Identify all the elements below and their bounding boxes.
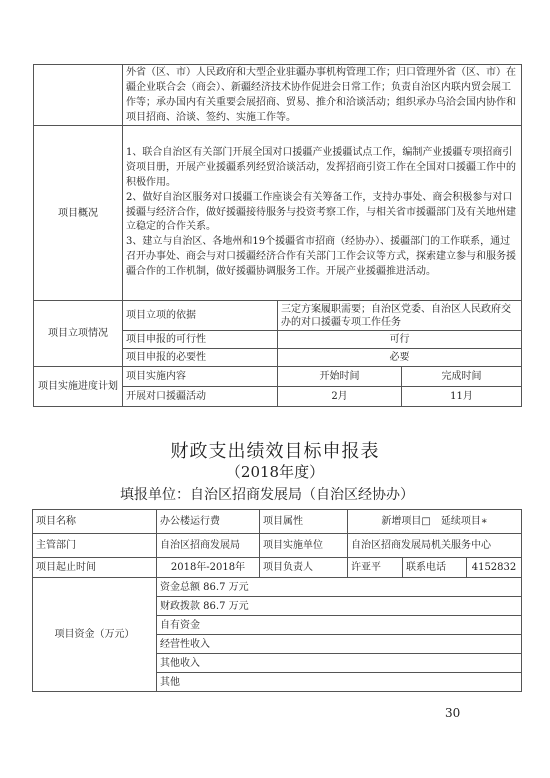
end-cell: 11月 — [402, 387, 522, 407]
fund-row: 自有资金 — [157, 616, 522, 635]
org-duties-text: 外省（区、市）人民政府和大型企业驻疆办事机构管理工作；归口管理外省（区、市）在疆企业联合会（商会）、新疆经济技术协作促进会日常工作；负责自治区内联内贸会展工作等；承办国内有关重要会展招商、贸易、推介和洽谈活动；组织承办乌洽会国内协作和项目招商、洽谈、签约、实施工作等。 — [123, 65, 522, 126]
basis-label: 项目立项的依据 — [123, 301, 278, 331]
phone-value: 4152832 — [467, 558, 522, 578]
fund-row: 财政拨款 86.7 万元 — [157, 597, 522, 616]
impl-label: 项目实施单位 — [260, 534, 348, 558]
overview-label: 项目概况 — [34, 126, 123, 301]
fund-row: 经营性收入 — [157, 635, 522, 654]
phone-label: 联系电话 — [403, 558, 467, 578]
owner-value: 许亚平 — [348, 558, 403, 578]
fund-row: 资金总额 86.7 万元 — [157, 578, 522, 597]
approval-label: 项目立项情况 — [34, 301, 123, 367]
form-title: 财政支出绩效目标申报表 — [170, 441, 380, 462]
project-info-table — [33, 64, 522, 407]
progress-label: 项目实施进度计划 — [34, 367, 123, 407]
feasibility-value: 可行 — [278, 331, 522, 349]
fund-row: 其他 — [157, 673, 522, 692]
fund-label: 项目资金（万元） — [33, 578, 157, 692]
period-value: 2018年-2018年 — [157, 558, 260, 578]
reporting-unit: 填报单位：自治区招商发展局（自治区经协办） — [120, 487, 414, 503]
feasibility-label: 项目申报的可行性 — [123, 331, 278, 349]
basis-value: 三定方案履职需要；自治区党委、自治区人民政府交办的对口援疆专项工作任务 — [278, 301, 522, 331]
form-year: （2018年度） — [225, 463, 325, 481]
fund-row: 其他收入 — [157, 654, 522, 673]
activity-cell: 开展对口援疆活动 — [123, 387, 278, 407]
necessity-label: 项目申报的必要性 — [123, 349, 278, 367]
attr-label: 项目属性 — [260, 510, 348, 534]
start-header: 开始时间 — [278, 367, 402, 387]
necessity-value: 必要 — [278, 349, 522, 367]
impl-value: 自治区招商发展局机关服务中心 — [348, 534, 522, 558]
overview-text: 1、联合自治区有关部门开展全国对口援疆产业援疆试点工作，编制产业援疆专项招商引资项目册，开展产业援疆系列经贸洽谈活动，发挥招商引资工作在全国对口援疆工作中的积极作用。 2、做好自治区服务对口援疆工作座谈会有关筹备工作，支持办事处、商会积极参与对口援疆与经济合作，做好援疆接待服务与投资考察工作，与相关省市援疆部门及有关地州建立稳定的合作关系。 3、建立与自治区、各地州和19个援疆省市招商（经协办）、援疆部门的工作联系，通过召开办事处、商会与对口援疆经济合作有关部门工作会议等方式，探索建立参与和服务援疆合作的工作机制，做好援疆协调服务工作。开展产业援疆推进活动。 — [123, 126, 522, 301]
name-label: 项目名称 — [33, 510, 157, 534]
dept-value: 自治区招商发展局 — [157, 534, 260, 558]
period-label: 项目起止时间 — [33, 558, 157, 578]
start-cell: 2月 — [278, 387, 402, 407]
attr-value: 新增项目□ 延续项目∗ — [348, 510, 522, 534]
content-header: 项目实施内容 — [123, 367, 278, 387]
owner-label: 项目负责人 — [260, 558, 348, 578]
name-value: 办公楼运行费 — [157, 510, 260, 534]
dept-label: 主管部门 — [33, 534, 157, 558]
performance-target-table — [32, 509, 522, 692]
page-number: 30 — [445, 706, 461, 720]
end-header: 完成时间 — [402, 367, 522, 387]
